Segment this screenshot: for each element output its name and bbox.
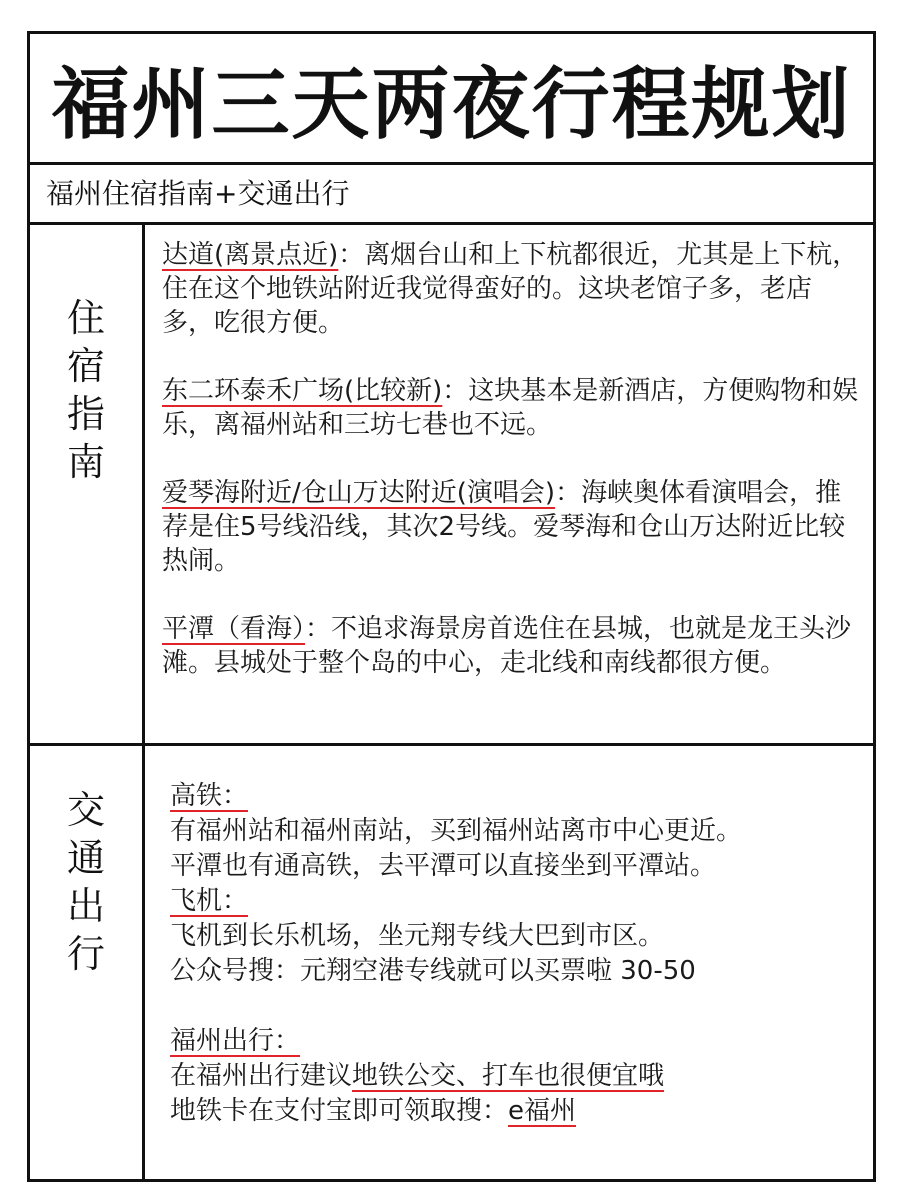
city-line	[170, 1094, 859, 1129]
city-title: 福州出行：	[170, 1026, 301, 1056]
lodging-item-name: 东二环泰禾广场(比较新)	[162, 376, 443, 406]
lodging-item-name: 爱琴海附近/仓山万达附近(演唱会)	[162, 478, 556, 508]
transport-label-char: 行	[66, 932, 105, 976]
page-subtitle: 福州住宿指南+交通出行	[46, 177, 350, 210]
air-line: 飞机到长乐机场，坐元翔专线大巴到市区。	[170, 921, 665, 951]
title-row	[30, 34, 873, 165]
air-line: 公众号搜：元翔空港专线就可以买票啦 30-50	[170, 956, 696, 986]
city-heading	[170, 1024, 859, 1059]
transport-label-char: 出	[66, 884, 105, 928]
page-title: 福州三天两夜行程规划	[51, 60, 852, 150]
subtitle-row	[30, 162, 873, 225]
transport-label-char: 交	[66, 788, 105, 832]
itinerary-card	[27, 31, 876, 1182]
rail-line: 平潭也有通高铁，去平潭可以直接坐到平潭站。	[170, 851, 717, 881]
lodging-item-desc: ：海峡奥体看演唱会，推荐是住5号线沿线，其次2号线。爱琴海和仓山万达附近比较热闹。	[162, 478, 846, 576]
lodging-item-name: 达道(离景点近)	[162, 240, 339, 270]
lodging-section-content	[162, 238, 859, 680]
lodging-item-name: 平潭（看海）	[162, 614, 306, 644]
rail-heading	[170, 779, 859, 814]
lodging-item	[162, 476, 859, 578]
lodging-label-char: 住	[66, 296, 105, 340]
rail-line: 有福州站和福州南站，买到福州站离市中心更近。	[170, 816, 743, 846]
lodging-item-desc: ：这块基本是新酒店，方便购物和娱乐，离福州站和三坊七巷也不远。	[162, 376, 859, 440]
lodging-item	[162, 238, 859, 340]
section-divider	[30, 743, 873, 746]
city-line-text: 地铁卡在支付宝即可领取搜：	[170, 1096, 509, 1126]
lodging-item	[162, 612, 859, 680]
city-highlight: e福州	[508, 1096, 577, 1126]
transport-label-char: 通	[66, 836, 105, 880]
lodging-item	[162, 374, 859, 442]
lodging-item-desc: ：不追求海景房首选住在县城，也就是龙王头沙滩。县城处于整个岛的中心，走北线和南线都很方便。	[162, 614, 852, 678]
spacer	[170, 989, 859, 1024]
city-highlight: 打车也很便宜哦	[482, 1061, 665, 1091]
transport-section-content	[170, 779, 859, 1129]
city-line-text: 在福州出行建议	[170, 1061, 353, 1091]
lodging-section-label	[30, 222, 145, 746]
city-highlight: 地铁公交	[352, 1061, 457, 1091]
lodging-label-char: 宿	[66, 344, 105, 388]
city-line	[170, 1059, 859, 1094]
rail-title: 高铁：	[170, 781, 249, 811]
transport-section-label	[30, 746, 145, 1182]
air-heading	[170, 884, 859, 919]
city-separator: 、	[456, 1061, 483, 1091]
air-title: 飞机：	[170, 886, 249, 916]
lodging-item-desc: ：离烟台山和上下杭都很近，尤其是上下杭，住在这个地铁站附近我觉得蛮好的。这块老馆子多，老店多，吃很方便。	[162, 240, 859, 338]
lodging-label-char: 指	[66, 392, 105, 436]
lodging-label-char: 南	[66, 440, 105, 484]
